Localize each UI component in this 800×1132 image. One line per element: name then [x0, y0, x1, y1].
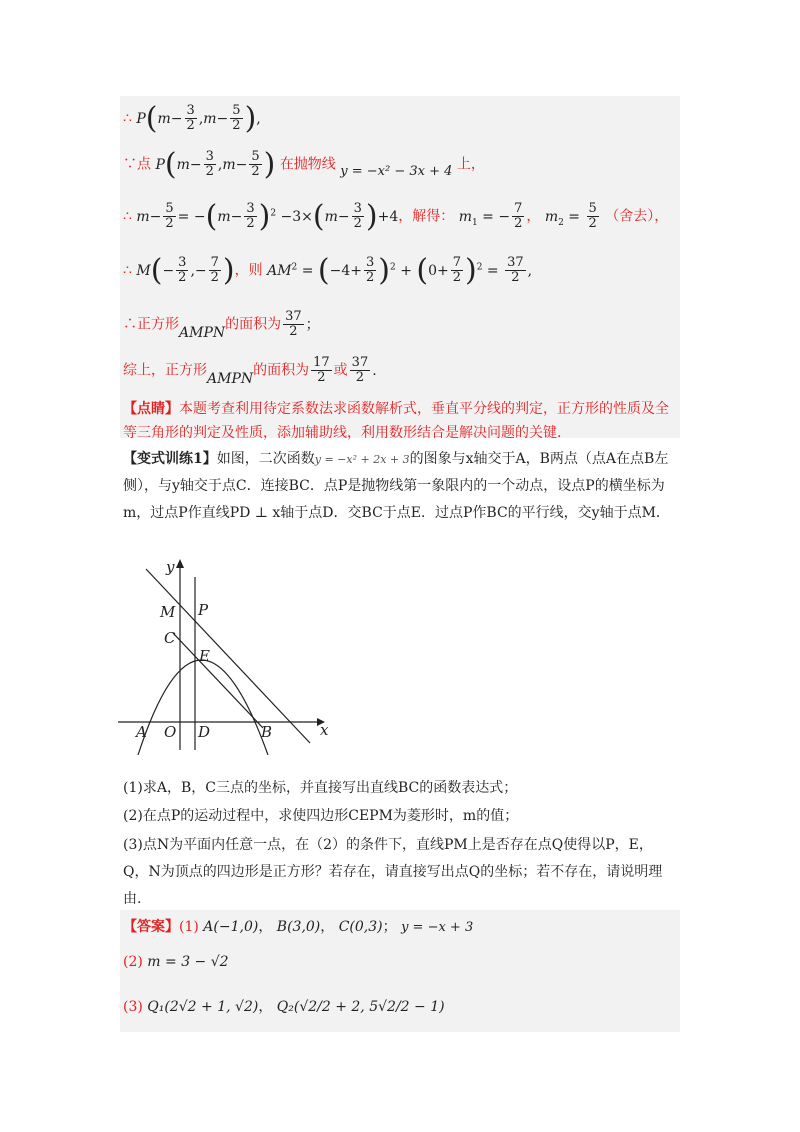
- label-y: y: [166, 558, 175, 576]
- answer-line-2: (2) m = 3 − √2: [123, 954, 229, 970]
- answer-label: 【答案】: [123, 919, 179, 935]
- label-P: P: [198, 601, 209, 619]
- m-value: m = 3 − √2: [147, 954, 229, 970]
- line-BC: [173, 633, 263, 728]
- label-A: A: [136, 723, 147, 741]
- question-2: (2)在点P的运动过程中，求使四边形CEPM为菱形时，m的值；: [123, 808, 519, 824]
- solution-line-4: ∴ M(− $\frac{3}{2}$ ,− $\frac{7}{2}$ )，则 $AM^2 = (-4+$ $\frac{3}{2}$ )$^2$ + (0+ $\frac{7}{2}$ )$^2$ = $\frac{37}{2}$ ,: [123, 252, 533, 288]
- question-3: (3)点N为平面内任意一点，在（2）的条件下，直线PM上是否存在点Q使得以P，E，Q，N为顶点的四边形是正方形？若存在，请直接写出点Q的坐标；若不存在，请说明理由.: [123, 837, 663, 907]
- label-E: E: [199, 647, 210, 665]
- exercise-label: 【变式训练1】: [123, 451, 217, 467]
- solution-line-6: 综上，正方形AMPN的面积为 $\frac{17}{2}$ 或 $\frac{37}{2}$ .: [123, 355, 377, 387]
- comment-text: 本题考查利用待定系数法求函数解析式，垂直平分线的判定，正方形的性质及全等三角形的判定及性质，添加辅助线，利用数形结合是解决问题的关键.: [123, 401, 669, 441]
- solution-line-2: ∵点 P(m− $\frac{3}{2}$ ,m− $\frac{5}{2}$ ) 在抛物线 y = −x² − 3x + 4 上，: [123, 146, 485, 182]
- quadratic-function: y = −x² + 2x + 3: [314, 453, 410, 466]
- answer-line-1: 【答案】(1) A(−1,0)， B(3,0)， C(0,3)； y = −x + 3: [123, 919, 474, 935]
- point-Q1: Q₁(2√2 + 1, √2): [147, 999, 259, 1015]
- point-C: C(0,3): [338, 919, 383, 935]
- label-M: M: [160, 603, 176, 621]
- line-BC-equation: y = −x + 3: [401, 920, 474, 935]
- comment-paragraph: [123, 397, 678, 445]
- comment-label: 【点睛】: [123, 401, 179, 417]
- solution-line-5: ∴正方形AMPN的面积为 $\frac{37}{2}$ ；: [123, 309, 320, 341]
- point-Q2: Q₂(√2/2 + 2, 5√2/2 − 1): [276, 999, 445, 1015]
- label-B: B: [261, 723, 273, 741]
- y-axis-arrow: [176, 559, 184, 568]
- line-MP: [146, 569, 310, 743]
- label-O: O: [164, 723, 177, 741]
- root-m1: $m_1$ = − $\frac{7}{2}$: [458, 201, 523, 231]
- solution-line-3: ∴ m− $\frac{5}{2}$ = −(m− $\frac{3}{2}$ )$^2$ −3×(m− $\frac{3}{2}$ )+4，解得： $m_1$ = − $\frac{7}{2}$ ， $m_2$ = $\frac{5}{2}$ （舍去），: [123, 198, 669, 234]
- point-P-expression: P(m− $\frac{3}{2}$ ,m− $\frac{5}{2}$ ),: [136, 100, 261, 136]
- point-A: A(−1,0): [203, 919, 259, 935]
- exercise-paragraph: 【变式训练1】如图，二次函数y = −x² + 2x + 3的图象与x轴交于A，B两点（点A在点B左侧），与y轴交于点C．连接BC．点P是抛物线第一象限内的一个动点，设点P的横坐标为m，过点P作直线PD ⊥ x轴于点D．交BC于点E．过点P作BC的平行线，交y轴于点M．: [123, 451, 670, 521]
- answer-line-3: (3) Q₁(2√2 + 1, √2)， Q₂(√2/2 + 2, 5√2/2 − 1): [123, 999, 445, 1015]
- question-1: (1)求A，B，C三点的坐标，并直接写出直线BC的函数表达式；: [123, 780, 518, 796]
- root-m2: $m_2$ = $\frac{5}{2}$: [544, 201, 597, 231]
- label-x: x: [320, 721, 329, 739]
- label-D: D: [198, 723, 211, 741]
- label-C: C: [164, 629, 176, 647]
- parabola-equation: y = −x² − 3x + 4: [340, 163, 453, 179]
- solution-line-1: ∴ P(m− $\frac{3}{2}$ ,m− $\frac{5}{2}$ ),: [123, 100, 261, 136]
- parabola-figure: [118, 555, 338, 755]
- point-B: B(3,0): [276, 919, 321, 935]
